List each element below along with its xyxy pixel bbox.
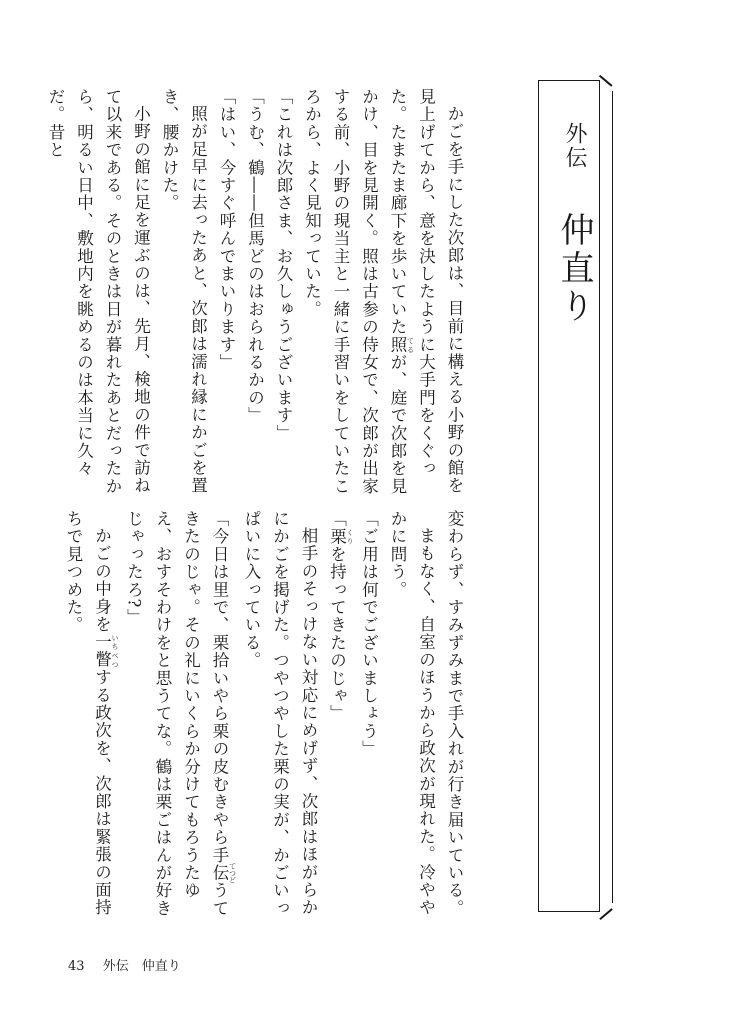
chapter-title: 仲直り [554,212,594,326]
paragraph: 「うむ、鶴――但馬どのはおられるかの」 [245,88,265,425]
paragraph: まもなく、自室のほうから政次が現れた。冷ややかに問う。 [388,510,436,916]
paragraph: 「今日は里で、栗拾いやら栗の皮むきやら手伝 てつどうてきたのじゃ。その礼にいくらか分けてもろうたゆえ、おすそわけをと思うてな。鶴は栗ごはんが好きじゃったろ?」 [124,510,237,918]
running-head: 外伝 仲直り [102,959,181,974]
chapter-label: 外伝 [562,122,587,170]
body-text-upper [46,88,468,498]
paragraph: 「はい、今すぐ呼んでまいります」 [217,88,236,372]
paragraph: 変わらず、すみずみまで手入れが行き届いている。 [445,510,464,918]
title-frame-tab [598,91,613,903]
paragraph: 相手のそっけない対応にめげず、次郎はほがらかにかごを掲げた。つやつやした栗の実が、かごいっぱいに入っている。 [242,510,318,918]
paragraph: 「これは次郎さま、お久しゅうございます」 [274,88,293,442]
paragraph: 小野の館に足を運ぶのは、先月、検地の件で訪ねて以来である。そのときは日が暮れたあとだったから、明るい日中、敷地内を眺めるのは本当に久々だ。昔と [46,88,151,496]
paragraph: かごを手にした次郎は、目前に構える小野の館を見上げてから、意を決したように大手門をくぐった。たまたま廊下を歩いていた照 てるが、庭で次郎を見かけ、目を見開く。照は古参の侍女で、次郎が出家する前、小野の現当主と一緒に手習いをしていたころから、よく見知っていた。 [302,88,464,496]
paragraph: 「ご用は何でございましょう」 [359,510,379,758]
body-text-lower [64,510,468,920]
paragraph: 照が足早に去ったあと、次郎は濡れ縁にかごを置き、腰かけた。 [160,88,208,494]
page-footer [68,955,195,974]
paragraph: かごの中身を一瞥 いちべつする政次を、次郎は緊張の面持ちで見つめた。 [64,510,119,916]
paragraph: 「栗 くりを持ってきたのじゃ」 [327,510,354,723]
chapter-title-frame [538,80,600,912]
page-number: 43 [68,959,85,974]
